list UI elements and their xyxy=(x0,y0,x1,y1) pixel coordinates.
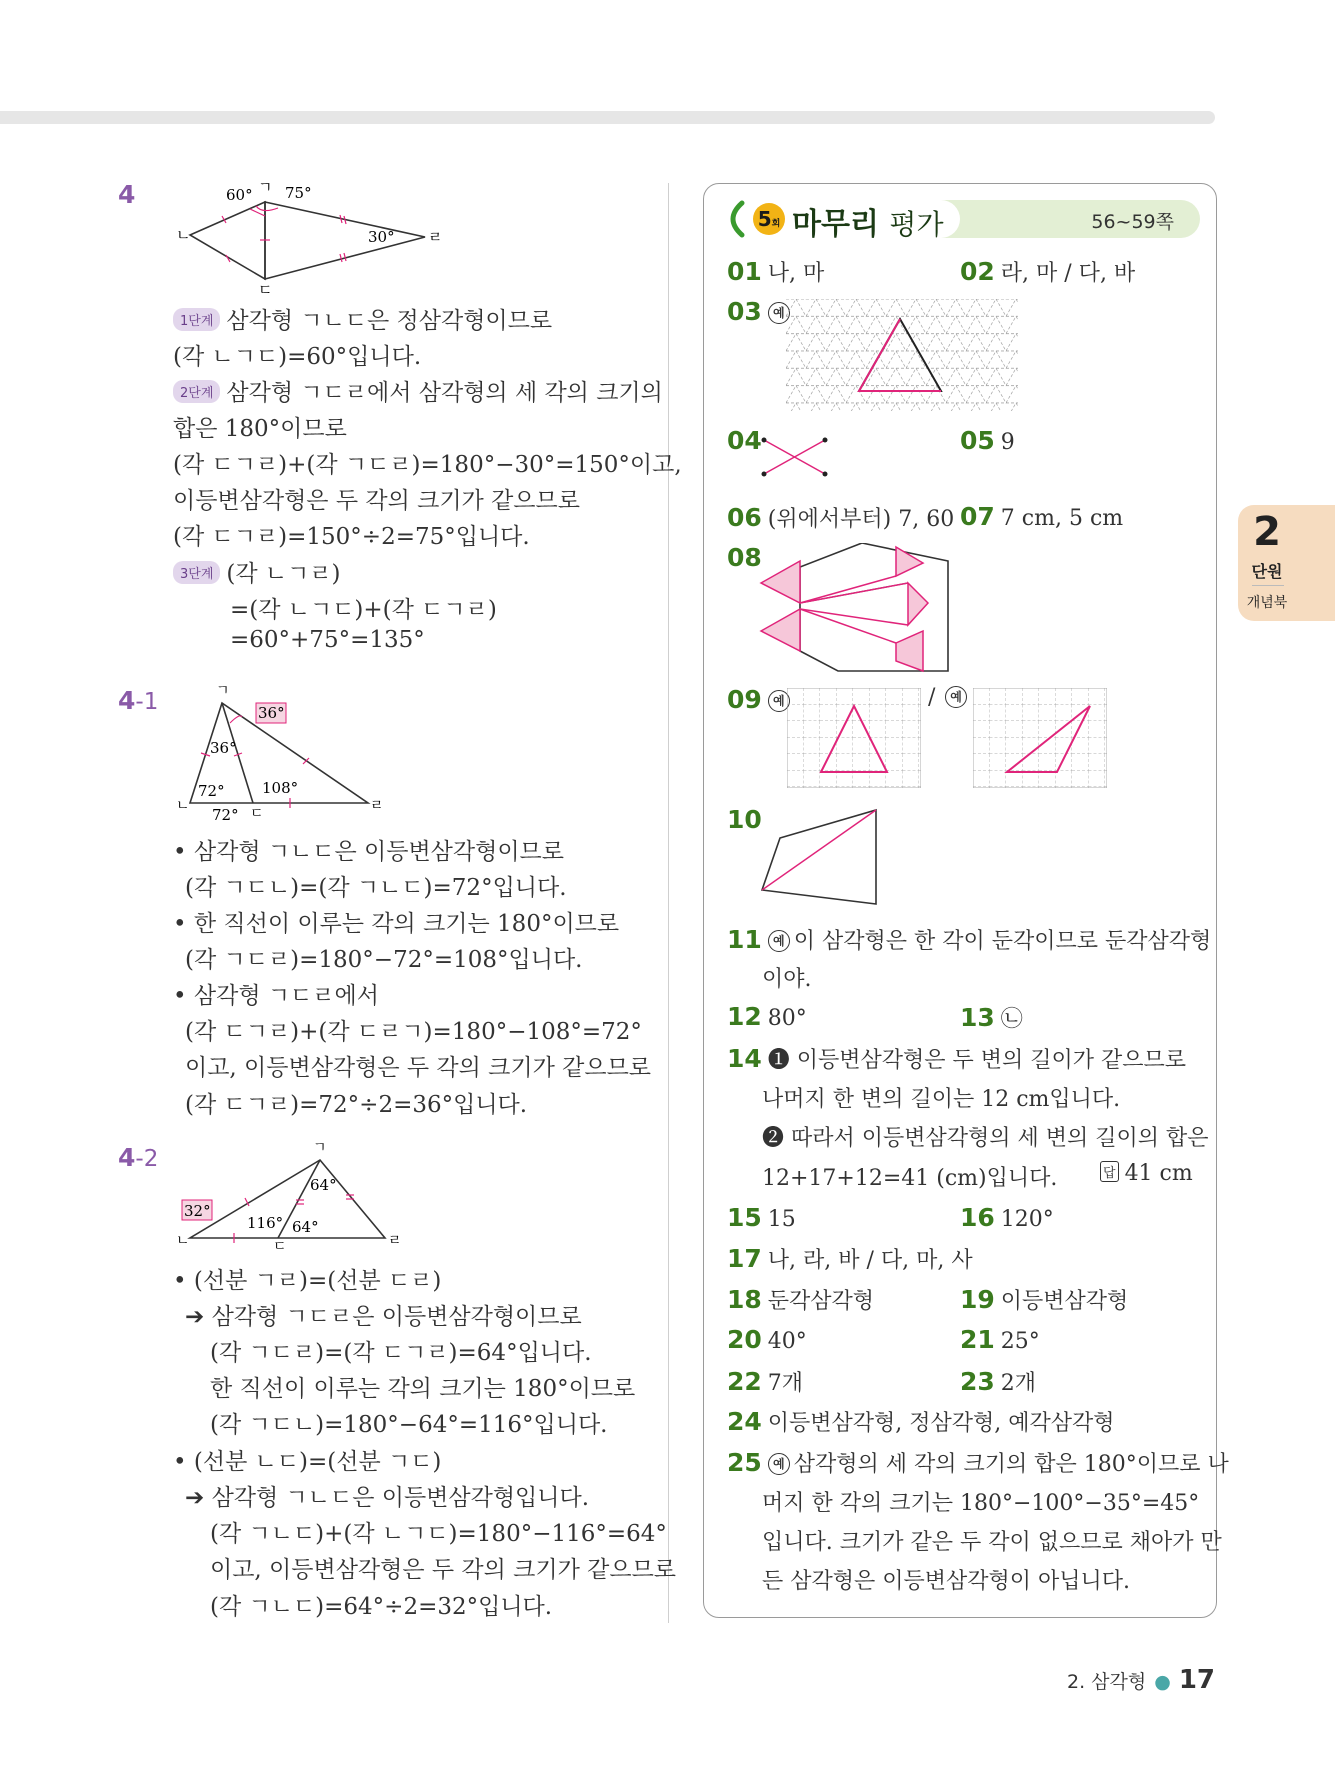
answer-13: 13 ㉡ xyxy=(960,1003,1023,1032)
angle-36-b: 36° xyxy=(210,739,237,757)
answer-22: 22 7개 xyxy=(727,1367,804,1396)
angle-64-a: 64° xyxy=(310,1176,337,1194)
q4-line-8: 3단계 (각 ㄴㄱㄹ) xyxy=(173,555,341,588)
answer-14-line-3: ➋ 따라서 이등변삼각형의 세 변의 길이의 합은 xyxy=(762,1126,1209,1151)
q42-line-1: • (선분 ㄱㄹ)=(선분 ㄷㄹ) xyxy=(173,1268,442,1294)
figure-q4-1 xyxy=(170,683,390,825)
figure-q4 xyxy=(170,178,450,296)
answer-05: 05 9 xyxy=(960,426,1015,455)
chapter-tab[interactable] xyxy=(1238,505,1335,621)
top-bar xyxy=(0,111,1215,124)
chapter-number: 2 xyxy=(1253,509,1281,555)
round-badge: 5회 xyxy=(753,203,785,235)
question-number-4: 4 xyxy=(118,180,136,209)
label-bottom: ㄷ xyxy=(258,281,273,296)
answer-25-line-2: 머지 한 각의 크기는 180°−100°−35°=45° xyxy=(762,1491,1200,1516)
answer-09: 09 예 xyxy=(727,685,794,714)
answer-11-cont: 이야. xyxy=(762,967,812,992)
question-number-4-2: 4-2 xyxy=(118,1143,159,1172)
q4-line-3: 2단계 삼각형 ㄱㄷㄹ에서 삼각형의 세 각의 크기의 xyxy=(173,374,663,407)
answer-20: 20 40° xyxy=(727,1325,807,1354)
angle-32: 32° xyxy=(184,1202,211,1220)
answer-08: 08 xyxy=(727,543,762,572)
answer-02: 02 라, 마 / 다, 바 xyxy=(960,257,1136,286)
q42-line-5: (각 ㄱㄷㄴ)=180°−64°=116°입니다. xyxy=(210,1412,608,1438)
q42-line-4: 한 직선이 이루는 각의 크기는 180°이므로 xyxy=(210,1376,636,1402)
step-badge: 1단계 xyxy=(173,308,220,331)
q4-line-4: 합은 180°이므로 xyxy=(173,416,347,442)
answer-15: 15 15 xyxy=(727,1203,796,1232)
q41-line-1: • 삼각형 ㄱㄴㄷ은 이등변삼각형이므로 xyxy=(173,839,564,865)
q41-line-8: (각 ㄷㄱㄹ)=72°÷2=36°입니다. xyxy=(185,1092,528,1118)
answer-14-line-2: 나머지 한 변의 길이는 12 cm입니다. xyxy=(762,1087,1121,1112)
label-top: ㄱ xyxy=(216,683,230,699)
answer-04: 04 xyxy=(727,426,762,455)
answer-06: 06 (위에서부터) 7, 60 xyxy=(727,503,955,532)
tab-divider xyxy=(1252,585,1284,586)
q41-line-5: • 삼각형 ㄱㄷㄹ에서 xyxy=(173,983,379,1009)
label-mid: ㄷ xyxy=(250,806,264,822)
q41-line-2: (각 ㄱㄷㄴ)=(각 ㄱㄴㄷ)=72°입니다. xyxy=(185,875,567,901)
panel-pages: 56~59쪽 xyxy=(1091,211,1174,233)
answer-19: 19 이등변삼각형 xyxy=(960,1285,1129,1314)
q42-line-2: ➔ 삼각형 ㄱㄷㄹ은 이등변삼각형이므로 xyxy=(185,1304,582,1330)
q4-line-9: =(각 ㄴㄱㄷ)+(각 ㄷㄱㄹ) xyxy=(230,597,497,623)
label-mid: ㄷ xyxy=(273,1239,287,1252)
answer-14-final: 답 41 cm xyxy=(1100,1161,1193,1186)
angle-60: 60° xyxy=(226,186,253,204)
q42-line-7: ➔ 삼각형 ㄱㄴㄷ은 이등변삼각형입니다. xyxy=(185,1485,590,1511)
label-right: ㄹ xyxy=(428,228,443,246)
answer-11: 11 예 이 삼각형은 한 각이 둔각이므로 둔각삼각형 xyxy=(727,925,1212,954)
angle-72-b: 72° xyxy=(212,806,239,824)
angle-116: 116° xyxy=(247,1214,284,1232)
answer-23: 23 2개 xyxy=(960,1367,1037,1396)
figure-08-shape xyxy=(758,543,950,673)
page-number: 17 xyxy=(1178,1665,1215,1695)
angle-72-a: 72° xyxy=(198,782,225,800)
label-top: ㄱ xyxy=(313,1140,327,1156)
q4-line-10: =60°+75°=135° xyxy=(230,627,425,653)
answer-09-ex-b: 예 xyxy=(945,685,971,710)
angle-75: 75° xyxy=(285,184,312,202)
q4-line-5: (각 ㄷㄱㄹ)+(각 ㄱㄷㄹ)=180°−30°=150°이고, xyxy=(173,452,682,478)
q41-line-6: (각 ㄷㄱㄹ)+(각 ㄷㄹㄱ)=180°−108°=72° xyxy=(185,1019,642,1045)
answer-12: 12 80° xyxy=(727,1002,807,1031)
question-number-4-1: 4-1 xyxy=(118,686,159,715)
angle-108: 108° xyxy=(262,779,299,797)
answer-25-line-4: 든 삼각형은 이등변삼각형이 아닙니다. xyxy=(762,1569,1131,1594)
answer-14-line-4: 12+17+12=41 (cm)입니다. xyxy=(762,1166,1058,1191)
answer-09-separator: / xyxy=(928,685,936,710)
answer-25-line-3: 입니다. 크기가 같은 두 각이 없으므로 채아가 만 xyxy=(762,1530,1222,1555)
answer-03: 03 예 xyxy=(727,297,794,326)
answer-10: 10 xyxy=(727,805,762,834)
step-badge: 3단계 xyxy=(173,561,220,584)
step-badge: 2단계 xyxy=(173,380,220,403)
label-right: ㄹ xyxy=(388,1233,402,1249)
q42-line-10: (각 ㄱㄴㄷ)=64°÷2=32°입니다. xyxy=(210,1594,553,1620)
chapter-name: 2. 삼각형 xyxy=(1066,1671,1147,1693)
angle-64-b: 64° xyxy=(292,1218,319,1236)
answer-01: 01 나, 마 xyxy=(727,257,825,286)
q42-line-6: • (선분 ㄴㄷ)=(선분 ㄱㄷ) xyxy=(173,1449,442,1475)
q41-line-7: 이고, 이등변삼각형은 두 각의 크기가 같으므로 xyxy=(185,1055,652,1081)
q42-line-9: 이고, 이등변삼각형은 두 각의 크기가 같으므로 xyxy=(210,1557,677,1583)
figure-09-grid-a xyxy=(787,688,921,788)
answer-14: 14 ➊ 이등변삼각형은 두 변의 길이가 같으므로 xyxy=(727,1044,1187,1073)
q4-line-1: 1단계 삼각형 ㄱㄴㄷ은 정삼각형이므로 xyxy=(173,302,552,335)
answer-label: 답 xyxy=(1100,1161,1119,1182)
q4-line-6: 이등변삼각형은 두 각의 크기가 같으므로 xyxy=(173,488,580,514)
answer-17: 17 나, 라, 바 / 다, 마, 사 xyxy=(727,1244,973,1273)
label-right: ㄹ xyxy=(370,798,384,814)
label-left: ㄴ xyxy=(176,1233,190,1249)
figure-04-cross xyxy=(760,432,830,478)
label-left: ㄴ xyxy=(176,798,190,814)
q4-line-7: (각 ㄷㄱㄹ)=150°÷2=75°입니다. xyxy=(173,524,530,550)
figure-03-triangle-grid xyxy=(786,299,1018,411)
panel-title: 마무리 평가 xyxy=(792,207,944,242)
angle-30: 30° xyxy=(368,228,395,246)
book-label: 개념북 xyxy=(1246,595,1288,611)
figure-q4-2 xyxy=(170,1140,410,1252)
answer-25: 25 예 삼각형의 세 각의 크기의 합은 180°이므로 나 xyxy=(727,1448,1229,1477)
label-left: ㄴ xyxy=(176,226,191,244)
q42-line-8: (각 ㄱㄴㄷ)+(각 ㄴㄱㄷ)=180°−116°=64° xyxy=(210,1521,667,1547)
answer-07: 07 7 cm, 5 cm xyxy=(960,502,1124,531)
figure-10-quad xyxy=(758,804,882,908)
answer-16: 16 120° xyxy=(960,1203,1054,1232)
q4-line-2: (각 ㄴㄱㄷ)=60°입니다. xyxy=(173,344,422,370)
label-top: ㄱ xyxy=(258,178,273,196)
answer-24: 24 이등변삼각형, 정삼각형, 예각삼각형 xyxy=(727,1407,1115,1436)
chapter-unit-label: 단원 xyxy=(1251,562,1283,581)
column-divider xyxy=(668,183,669,1623)
dot-icon: ● xyxy=(1154,1671,1171,1693)
q41-line-3: • 한 직선이 이루는 각의 크기는 180°이므로 xyxy=(173,911,620,937)
answer-18: 18 둔각삼각형 xyxy=(727,1285,875,1314)
answer-21: 21 25° xyxy=(960,1325,1040,1354)
bracket-icon xyxy=(720,200,750,238)
q42-line-3: (각 ㄱㄷㄹ)=(각 ㄷㄱㄹ)=64°입니다. xyxy=(210,1340,592,1366)
page-footer xyxy=(1067,1665,1215,1695)
figure-09-grid-b xyxy=(973,688,1107,788)
q41-line-4: (각 ㄱㄷㄹ)=180°−72°=108°입니다. xyxy=(185,947,583,973)
panel-header xyxy=(720,200,1200,242)
angle-36-a: 36° xyxy=(258,704,285,722)
